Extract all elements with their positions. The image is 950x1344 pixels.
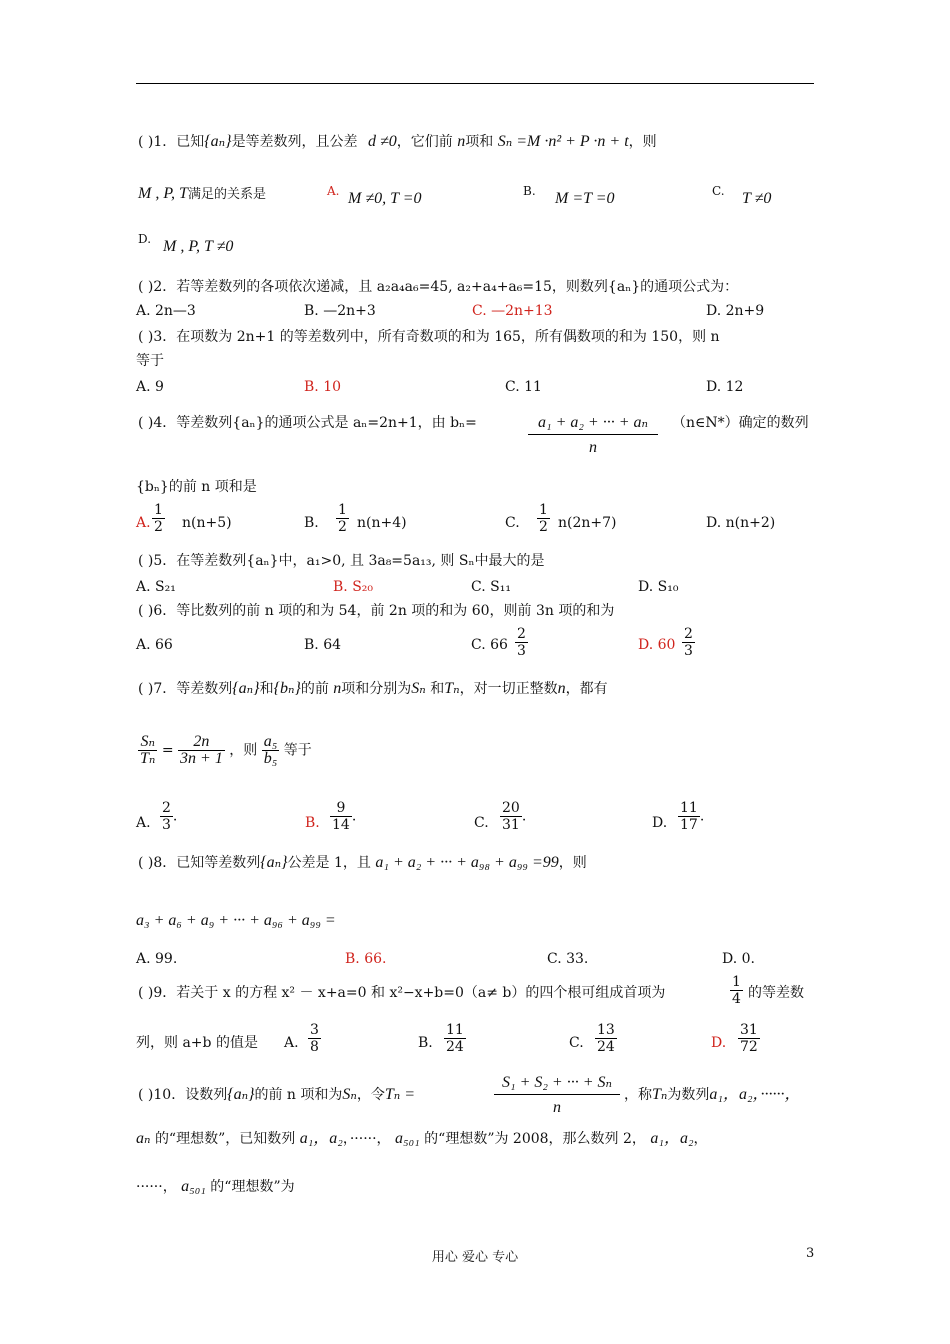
q1-text4: ，则 xyxy=(628,134,657,150)
q9-option-b-label: B. xyxy=(418,1035,433,1051)
q1-option-b: M =T =0 xyxy=(555,190,615,207)
q4-option-d: D. n(n+2) xyxy=(706,515,776,531)
q8-formula: a₁ + a₂ + ··· + a₉₈ + a₉₉ =99 xyxy=(375,854,559,871)
q9-option-a xyxy=(308,1022,321,1055)
q10-l2-s6: ，a₂ xyxy=(663,1130,694,1147)
q9-option-a-label: A. xyxy=(284,1035,299,1051)
question-5: ( )5．在等差数列{aₙ}中，a₁>0, 且 3a₈=5a₁₃, 则 Sₙ中最大的是 xyxy=(138,553,545,569)
q10-line3 xyxy=(136,1178,295,1196)
question-3: ( )3．在项数为 2n+1 的等差数列中，所有奇数项的和为 165，所有偶数项的和为 150，则 n xyxy=(138,329,720,345)
question-8 xyxy=(138,854,587,872)
q10-tail xyxy=(624,1086,801,1104)
q9-option-d-label: D. xyxy=(711,1035,727,1051)
q7-rhs-num: 2n xyxy=(178,734,225,751)
q7-d-den: 17 xyxy=(680,817,698,833)
q7-option-a xyxy=(160,800,177,833)
q4-fraction xyxy=(528,414,658,457)
q9-line2: 列，则 a+b 的值是 xyxy=(136,1035,258,1051)
q10-fraction xyxy=(494,1074,620,1117)
q9-c-num: 13 xyxy=(597,1022,615,1038)
q4-option-a: n(n+5) xyxy=(182,515,232,531)
q10-text2: ，令 xyxy=(356,1087,385,1103)
question-2: ( )2．若等差数列的各项依次递减，且 a₂a₄a₆=45, a₂+a₄+a₆=15，则数列{aₙ}的通项公式为： xyxy=(138,279,739,295)
q9-option-c-label: C. xyxy=(569,1035,584,1051)
q7-a: {aₙ} xyxy=(232,680,260,697)
q7-text2: 项和分别为 xyxy=(341,681,412,697)
q8-set: {aₙ} xyxy=(260,854,288,871)
q7-tail: 等于 xyxy=(283,742,312,759)
q1-text3: 项和 xyxy=(465,134,494,150)
q10-prefix: ( )10．设数列 xyxy=(138,1087,228,1103)
q8-prefix: ( )8．已知等差数列 xyxy=(138,855,261,871)
q9-a-num: 3 xyxy=(310,1022,319,1038)
q8-option-d: D. 0. xyxy=(722,951,755,967)
q3-option-d: D. 12 xyxy=(706,379,744,395)
q7-and: 和 xyxy=(259,681,274,697)
question-3-line2: 等于 xyxy=(136,353,164,369)
q10-l2-s2: ，a₂ xyxy=(313,1130,343,1147)
q7-rhs-den: 3n + 1 xyxy=(180,750,223,767)
q7-a-den: 3 xyxy=(162,817,171,833)
q4-fraction-den: n xyxy=(589,439,597,456)
q5-option-c: C. S₁₁ xyxy=(471,579,511,595)
q10-text3: ，称 xyxy=(624,1087,652,1103)
question-9: ( )9．若关于 x 的方程 x² － x+a=0 和 x²−x+b=0（a≠ b）的四个根可组成首项为 xyxy=(138,985,666,1001)
q1-text5: 满足的关系是 xyxy=(187,187,266,202)
q7-t: Tₙ xyxy=(444,680,460,697)
q7-option-b-label: B. xyxy=(305,815,320,831)
q10-set: {aₙ} xyxy=(227,1086,255,1103)
q10-l2-t2: 的“理想数”为 2008，那么数列 2， xyxy=(424,1131,646,1147)
q7-text4: ，都有 xyxy=(565,681,608,697)
q7-then: ，则 xyxy=(229,742,258,759)
q7-n: n xyxy=(333,680,342,697)
q6-d-den: 3 xyxy=(684,643,693,659)
q1-prefix: ( )1．已知 xyxy=(138,134,205,150)
q5-option-d: D. S₁₀ xyxy=(638,579,679,595)
q6-d-num: 2 xyxy=(684,626,693,642)
q10-l2-s3: ，······， xyxy=(342,1131,391,1147)
q7-prefix: ( )7．等差数列 xyxy=(138,681,233,697)
q4-c-den: 2 xyxy=(539,519,548,535)
q10-l3-t: 的“理想数”为 xyxy=(210,1179,295,1195)
q6-option-a: A. 66 xyxy=(136,637,173,653)
q6-option-d-label: D. 60 xyxy=(638,637,676,653)
q3-option-b: B. 10 xyxy=(304,379,342,395)
q1-option-a: M ≠0, T =0 xyxy=(348,190,422,207)
q4-line2: {bₙ}的前 n 项和是 xyxy=(136,479,257,495)
q8-option-c: C. 33. xyxy=(547,951,589,967)
q9-option-c xyxy=(595,1022,617,1055)
q6-option-b: B. 64 xyxy=(304,637,342,653)
q7-b: {bₙ} xyxy=(273,680,301,697)
q7-q-den: b₅ xyxy=(263,750,278,767)
q1-n: n xyxy=(457,133,466,150)
q3-option-c: C. 11 xyxy=(505,379,542,395)
q9-b-num: 11 xyxy=(446,1022,464,1038)
q10-l2-a: aₙ xyxy=(136,1130,151,1147)
q7-option-c xyxy=(500,800,526,833)
q7-d-num: 11 xyxy=(680,800,698,816)
q10-text1: 的前 n 项和为 xyxy=(254,1087,343,1103)
q4-fraction-num: a₁ + a₂ + ··· + aₙ xyxy=(528,414,658,435)
q6-option-c-label: C. 66 xyxy=(471,637,508,653)
q10-l2-t1: 的“理想数”，已知数列 xyxy=(154,1131,296,1147)
q6-option-c-frac xyxy=(515,626,528,659)
q1-text1: 是等差数列，且公差 xyxy=(231,134,358,150)
q2-option-b: B. —2n+3 xyxy=(304,303,376,319)
q7-lhs-num: Sₙ xyxy=(138,734,157,751)
q1-option-c: T ≠0 xyxy=(742,190,772,207)
q2-option-d: D. 2n+9 xyxy=(706,303,765,319)
q7-b-dot: . xyxy=(351,808,357,825)
q4-option-c-label: C. xyxy=(505,515,520,531)
q4-option-b-frac xyxy=(336,502,349,535)
q9-option-d xyxy=(738,1022,760,1055)
q10-l2-s4: a₅₀₁ xyxy=(395,1130,420,1147)
q10-l2-s7: ， xyxy=(693,1131,708,1147)
q4-option-b-label: B. xyxy=(304,515,319,531)
q4-a-num: 1 xyxy=(154,502,163,518)
q7-c-num: 20 xyxy=(502,800,520,816)
q10-t: Tₙ = xyxy=(384,1086,416,1103)
q1-option-c-label: C. xyxy=(712,184,725,198)
q7-option-b xyxy=(330,800,356,833)
q7-text3: ，对一切正整数 xyxy=(459,681,558,697)
q10-seq: a₁，a₂，······， xyxy=(709,1086,801,1103)
q7-option-d-label: D. xyxy=(652,815,668,831)
q9-frac-num: 1 xyxy=(732,974,741,990)
q4-b-den: 2 xyxy=(338,519,347,535)
q10-l2-s5: a₁ xyxy=(650,1130,664,1147)
q10-l3-dots: ······， xyxy=(136,1179,177,1195)
q10-fraction-num: S₁ + S₂ + ··· + Sₙ xyxy=(494,1074,620,1095)
q10-line2 xyxy=(136,1130,708,1148)
q2-option-a: A. 2n—3 xyxy=(136,303,196,319)
q10-l3-a: a₅₀₁ xyxy=(181,1178,206,1195)
q1-formula: Sₙ =M ·n² + P ·n + t xyxy=(497,133,629,150)
q3-option-a: A. 9 xyxy=(136,379,164,395)
q5-option-b: B. S₂₀ xyxy=(333,579,374,595)
q7-option-d xyxy=(678,800,704,833)
q7-a-num: 2 xyxy=(162,800,171,816)
q7-c-dot: . xyxy=(521,808,527,825)
q10-text4: 为数列 xyxy=(667,1087,710,1103)
q4-option-a-frac xyxy=(152,502,165,535)
q7-lhs-den: Tₙ xyxy=(140,750,156,767)
q7-option-c-label: C. xyxy=(474,815,489,831)
q9-frac-den: 4 xyxy=(732,991,741,1007)
q1-option-d: M , P, T ≠0 xyxy=(163,238,234,255)
q4-option-c-frac xyxy=(537,502,550,535)
q1-option-a-label: A. xyxy=(327,184,340,198)
q4-text3: （n∈N*）确定的数列 xyxy=(672,415,809,431)
q6-option-d-frac xyxy=(682,626,695,659)
q7-q-num: a₅ xyxy=(263,733,278,750)
q7-s: Sₙ xyxy=(411,680,426,697)
page-footer: 用心 爱心 专心 xyxy=(431,1250,519,1265)
q4-option-a-label: A. xyxy=(136,515,151,531)
q7-eq: = xyxy=(161,742,174,759)
question-4: ( )4．等差数列{aₙ}的通项公式是 aₙ=2n+1，由 bₙ= xyxy=(138,415,477,431)
q4-option-b: n(n+4) xyxy=(357,515,407,531)
q5-option-a: A. S₂₁ xyxy=(136,579,176,595)
q8-text2: ，则 xyxy=(558,855,587,871)
q1-line2 xyxy=(138,185,266,204)
q7-a-dot: . xyxy=(172,808,178,825)
q4-a-den: 2 xyxy=(154,519,163,535)
q9-text2: 的等差数 xyxy=(748,985,804,1001)
page-number: 3 xyxy=(806,1246,815,1261)
q1-option-d-label: D. xyxy=(138,232,152,246)
q9-a-den: 8 xyxy=(310,1039,319,1055)
header-rule xyxy=(136,83,814,84)
q4-c-num: 1 xyxy=(539,502,548,518)
q10-l2-s1: a₁ xyxy=(299,1130,314,1147)
q9-c-den: 24 xyxy=(597,1039,615,1055)
q8-text1: 公差是 1，且 xyxy=(287,855,371,871)
q9-fraction xyxy=(730,974,743,1007)
q7-text1: 的前 xyxy=(300,681,329,697)
q7-option-a-label: A. xyxy=(136,815,151,831)
q1-cond: d ≠0 xyxy=(368,133,397,150)
q10-t2: Tₙ xyxy=(652,1086,668,1103)
q9-option-b xyxy=(444,1022,466,1055)
q6-c-den: 3 xyxy=(517,643,526,659)
q9-d-num: 31 xyxy=(740,1022,758,1038)
question-6: ( )6．等比数列的前 n 项的和为 54，前 2n 项的和为 60，则前 3n 项的和为 xyxy=(138,603,615,619)
q8-option-a: A. 99. xyxy=(136,951,178,967)
q7-b-den: 14 xyxy=(332,817,350,833)
q1-set: {aₙ} xyxy=(204,133,232,150)
q8-line2: a₃ + a₆ + a₉ + ··· + a₉₆ + a₉₉ = xyxy=(136,912,336,929)
q8-option-b: B. 66. xyxy=(345,951,387,967)
q7-c-den: 31 xyxy=(502,817,520,833)
q1-mpt: M , P, T xyxy=(138,185,188,202)
q10-s: Sₙ xyxy=(342,1086,357,1103)
question-7 xyxy=(138,680,608,698)
q7-d-dot: . xyxy=(699,808,705,825)
q7-b-num: 9 xyxy=(330,800,352,817)
q4-b-num: 1 xyxy=(338,502,347,518)
q9-d-den: 72 xyxy=(740,1039,758,1055)
q1-text2: ，它们前 xyxy=(396,134,453,150)
question-10 xyxy=(138,1086,415,1104)
q10-fraction-den: n xyxy=(553,1099,561,1116)
q7-n2: n xyxy=(557,680,566,697)
q4-option-c: n(2n+7) xyxy=(558,515,617,531)
q2-option-c: C. —2n+13 xyxy=(472,303,553,319)
q9-b-den: 24 xyxy=(446,1039,464,1055)
question-1 xyxy=(138,133,657,151)
q7-formula xyxy=(138,734,312,767)
q6-c-num: 2 xyxy=(517,626,526,642)
q1-option-b-label: B. xyxy=(523,184,536,198)
q7-and2: 和 xyxy=(430,681,445,697)
